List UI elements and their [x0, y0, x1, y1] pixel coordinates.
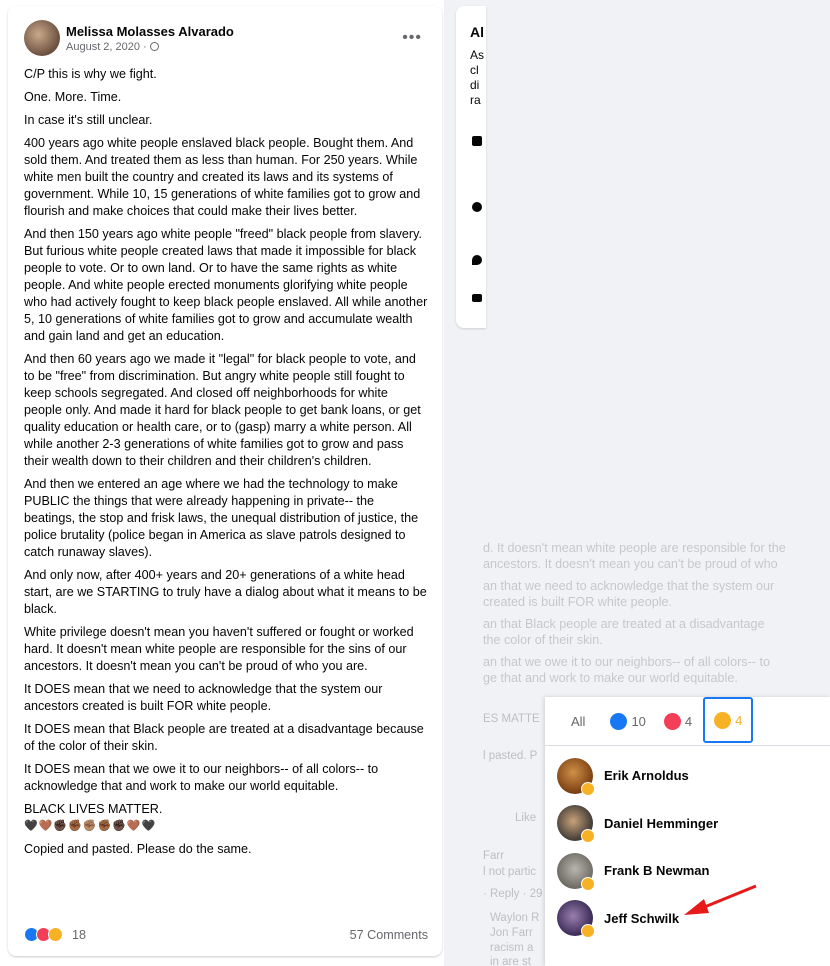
- annotation-arrow-icon: [680, 882, 760, 922]
- reactor-name[interactable]: Frank B Newman: [604, 863, 710, 879]
- avatar[interactable]: [557, 900, 593, 936]
- post-body: [24, 66, 428, 858]
- tab-love[interactable]: [655, 697, 701, 745]
- like-icon: [610, 713, 627, 730]
- reactor-name[interactable]: Erik Arnoldus: [604, 768, 689, 784]
- background-post-text: d. It doesn't mean white people are responsible for the ancestors. It doesn't mean you can't be proud of who an that we need to acknowledge that the system our created is built FOR white people. an that Black people are treated at a disadvantage the color of their skin. an that we owe it to our neighbors-- of all colors-- to ge that and work to make our world equitable.: [483, 541, 786, 685]
- post-paragraph: It DOES mean that we need to acknowledge that the system our ancestors created is built FOR white people.: [24, 682, 383, 713]
- closing-line: Copied and pasted. Please do the same.: [24, 842, 252, 856]
- bg-fragment: Waylon R: [490, 912, 540, 924]
- post-header: [24, 16, 428, 60]
- haha-icon: [581, 782, 595, 796]
- bg-fragment: in are st: [490, 956, 531, 966]
- post-paragraph: C/P this is why we fight.: [24, 67, 157, 81]
- bg-fragment: Jon Farr: [490, 927, 533, 939]
- bg-fragment: racism a: [490, 942, 534, 954]
- tab-all-label: All: [571, 713, 586, 729]
- tab-like[interactable]: [601, 697, 654, 745]
- lock-icon: [472, 136, 482, 146]
- eye-icon: [472, 202, 482, 212]
- tab-love-count: 4: [684, 713, 693, 729]
- haha-icon: [581, 924, 595, 938]
- bg-fragment: ES MATTE: [483, 713, 540, 725]
- post-footer: [24, 927, 428, 942]
- post-meta: [66, 41, 234, 53]
- post-paragraph: In case it's still unclear.: [24, 113, 153, 127]
- post-paragraph: One. More. Time.: [24, 90, 122, 104]
- post-paragraph: And then 60 years ago we made it "legal" for black people to vote, and to be "free" from discrimination. But angry white people still fought to keep schools segregated. And closed off neighborhoods for white people only. And made it hard for black people to get bank loans, or get quality education or health care, or to (gasp) marry a white person. All while another 2-3 generations of white families got to grow and pass their wealth down to their children and their children's children.: [24, 352, 421, 468]
- reactor-row[interactable]: [545, 752, 830, 800]
- reactor-name[interactable]: Daniel Hemminger: [604, 815, 719, 831]
- blm-line: BLACK LIVES MATTER.: [24, 802, 163, 816]
- tab-all[interactable]: [559, 697, 601, 745]
- post-paragraph: 400 years ago white people enslaved black people. Bought them. And sold them. And treated them as less than human. For 250 years. While white men built the country and created its laws and its systems of government. While 10, 15 generations of white families got to grow and flourish and make choices that could make their lives better.: [24, 136, 421, 218]
- post-paragraph: It DOES mean that we owe it to our neighbors-- of all colors-- to acknowledge that and work to make our world equitable.: [24, 762, 379, 793]
- reaction-tabs: [545, 697, 830, 746]
- avatar[interactable]: [557, 758, 593, 794]
- tab-haha[interactable]: [703, 697, 753, 743]
- more-options-button[interactable]: •••: [402, 29, 422, 46]
- avatar[interactable]: [557, 805, 593, 841]
- location-pin-icon: [472, 255, 482, 265]
- bg-fragment: Farr: [483, 850, 505, 862]
- haha-icon: [714, 712, 731, 729]
- author-avatar[interactable]: [24, 20, 60, 56]
- reactor-name[interactable]: Jeff Schwilk: [604, 910, 680, 926]
- group-icon: [472, 294, 482, 302]
- post-paragraph: White privilege doesn't mean you haven't suffered or fought or worked hard. It doesn't mean white people are responsible for the sins of our ancestors. It doesn't mean you can't be proud of who you are.: [24, 625, 414, 673]
- post-paragraph: And then we entered an age where we had the technology to make PUBLIC the things that were already happening in private-- the beatings, the stop and frisk laws, the unequal distribution of justice, the police brutality (police began in America as slave patrols designed to catch runaway slaves).: [24, 477, 419, 559]
- post-date[interactable]: August 2, 2020 ·: [66, 40, 150, 53]
- globe-icon: [150, 42, 159, 51]
- about-title: Al: [470, 24, 484, 40]
- bg-fragment: Like: [515, 812, 537, 824]
- post-card: [8, 6, 442, 956]
- reactions-dialog: [545, 697, 830, 966]
- reaction-summary[interactable]: [24, 927, 60, 942]
- emoji-line: 🖤🤎✊🏿✊🏾✊🏽✊🏾✊🏿🤎🖤: [24, 820, 157, 832]
- reaction-count[interactable]: 18: [72, 927, 87, 942]
- post-paragraph: And then 150 years ago white people "freed" black people from slavery. But furious white people created laws that made it impossible for black people to vote. Or to own land. Or to have the same rights as white people. And white people erected monuments glorifying white people who had actively fought to keep black people enslaved. All while another 5, 10 generations of white families got to grow and accumulate wealth and gain land and get an education.: [24, 227, 428, 343]
- post-paragraph: It DOES mean that Black people are treated at a disadvantage because of the color of their skin.: [24, 722, 424, 753]
- love-icon: [664, 713, 681, 730]
- reactor-row[interactable]: [545, 800, 830, 848]
- haha-icon: [581, 877, 595, 891]
- haha-icon: [48, 927, 63, 942]
- tab-like-count: 10: [631, 713, 646, 729]
- bg-fragment: · Reply · 29: [483, 888, 543, 900]
- avatar[interactable]: [557, 853, 593, 889]
- author-name[interactable]: Melissa Molasses Alvarado: [66, 23, 234, 39]
- tab-haha-count: 4: [735, 712, 743, 728]
- bg-fragment: l not partic: [483, 866, 537, 878]
- post-paragraph: And only now, after 400+ years and 20+ generations of a white head start, are we STARTING to truly have a dialog about what it means to be black.: [24, 568, 427, 616]
- comments-count[interactable]: 57 Comments: [349, 927, 428, 942]
- about-text: As cl di ra: [470, 48, 485, 107]
- bg-fragment: l pasted. P: [483, 750, 538, 762]
- haha-icon: [581, 829, 595, 843]
- about-card: [456, 6, 486, 328]
